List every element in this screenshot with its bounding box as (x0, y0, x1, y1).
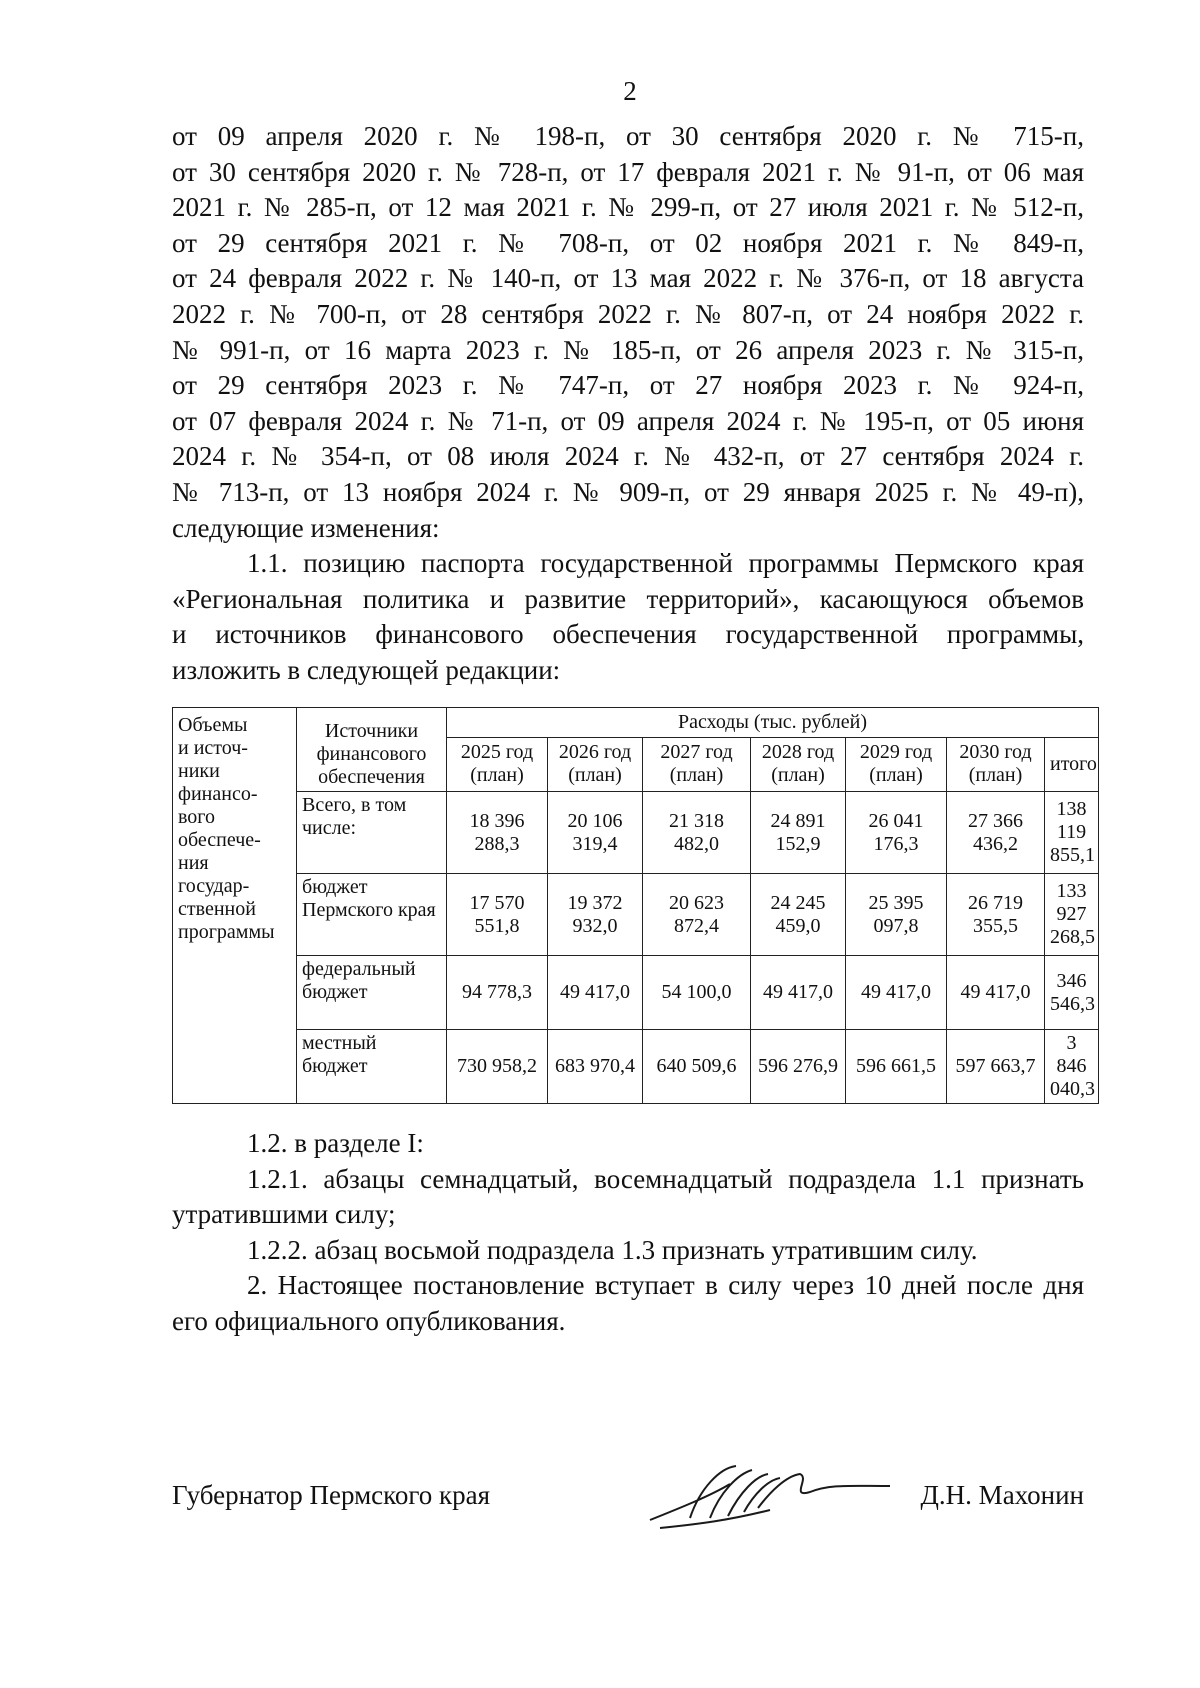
table-cell: 26 719 355,5 (947, 874, 1045, 956)
item-2-line: 2. Настоящее постановление вступает в силу через 10 дней после дня (247, 1270, 1084, 1301)
total-cell: 346 546,3 (1045, 956, 1099, 1030)
amendments-line: 2024 г. № 354-п, от 08 июля 2024 г. № 432-п, от 27 сентября 2024 г. (172, 441, 1084, 472)
amendments-line: 2022 г. № 700-п, от 28 сентября 2022 г. № 807-п, от 24 ноября 2022 г. (172, 298, 1084, 329)
item-1-1-line: «Региональная политика и развитие территорий», касающуюся объемов (172, 583, 1084, 614)
row-label: местный бюджет (297, 1030, 447, 1104)
amendments-line: от 09 апреля 2020 г. № 198-п, от 30 сентября 2020 г. № 715-п, (172, 121, 1084, 151)
page-number: 2 (623, 76, 637, 106)
table-cell: 17 570 551,8 (447, 874, 548, 956)
table-row (173, 956, 1099, 1030)
year-header: 2026 год (план) (548, 737, 643, 791)
signature-block (172, 1468, 1084, 1538)
table-cell: 18 396 288,3 (447, 792, 548, 874)
amendments-line: от 29 сентября 2021 г. № 708-п, от 02 ноября 2021 г. № 849-п, (172, 227, 1084, 258)
total-cell: 3 846 040,3 (1045, 1030, 1099, 1104)
table-cell: 597 663,7 (947, 1030, 1045, 1104)
table-cell: 21 318 482,0 (643, 792, 751, 874)
table-cell: 49 417,0 (751, 956, 846, 1030)
table-cell: 596 661,5 (846, 1030, 947, 1104)
table-cell: 20 106 319,4 (548, 792, 643, 874)
table-row (173, 874, 1099, 956)
amendments-paragraph (172, 119, 1084, 689)
handwritten-signature (640, 1448, 900, 1538)
amendments-line: следующие изменения: (172, 512, 440, 543)
year-header: 2025 год (план) (447, 737, 548, 791)
table-cell: 640 509,6 (643, 1030, 751, 1104)
expenses-header: Расходы (тыс. рублей) (447, 708, 1099, 738)
table-cell: 596 276,9 (751, 1030, 846, 1104)
item-1-2: 1.2. в разделе I: (247, 1128, 424, 1158)
table-cell: 54 100,0 (643, 956, 751, 1030)
amendments-line: от 30 сентября 2020 г. № 728-п, от 17 февраля 2021 г. № 91-п, от 06 мая (172, 156, 1084, 187)
item-1-2-1-line: 1.2.1. абзацы семнадцатый, восемнадцатый подраздела 1.1 признать (247, 1163, 1084, 1194)
table-cell: 19 372 932,0 (548, 874, 643, 956)
amendments-line: от 07 февраля 2024 г. № 71-п, от 09 апреля 2024 г. № 195-п, от 05 июня (172, 405, 1084, 436)
item-1-1-line: изложить в следующей редакции: (172, 654, 561, 685)
amendments-line: от 29 сентября 2023 г. № 747-п, от 27 ноября 2023 г. № 924-п, (172, 370, 1084, 401)
total-cell: 138 119 855,1 (1045, 792, 1099, 874)
item-1-1-line: и источников финансового обеспечения государственной программы, (172, 619, 1084, 650)
row-label: федеральный бюджет (297, 956, 447, 1030)
amendments-line: № 991-п, от 16 марта 2023 г. № 185-п, от 26 апреля 2023 г. № 315-п, (172, 334, 1084, 365)
governor-name: Д.Н. Махонин (920, 1480, 1084, 1510)
amendments-line: от 24 февраля 2022 г. № 140-п, от 13 мая 2022 г. № 376-п, от 18 августа (172, 263, 1084, 294)
table-cell: 20 623 872,4 (643, 874, 751, 956)
table-row (173, 1030, 1099, 1104)
table-cell: 24 891 152,9 (751, 792, 846, 874)
total-header: итого (1045, 737, 1099, 791)
table-cell: 49 417,0 (846, 956, 947, 1030)
table-cell: 25 395 097,8 (846, 874, 947, 956)
table-cell: 94 778,3 (447, 956, 548, 1030)
amendments-line: № 713-п, от 13 ноября 2024 г. № 909-п, от 29 января 2025 г. № 49-п), (172, 476, 1084, 507)
year-header: 2029 год (план) (846, 737, 947, 791)
year-header: 2028 год (план) (751, 737, 846, 791)
row-label: бюджет Пермского края (297, 874, 447, 956)
year-header: 2030 год (план) (947, 737, 1045, 791)
sources-header: Источники финансового обеспечения (297, 708, 447, 792)
item-1-2-1-line: утратившими силу; (172, 1199, 396, 1230)
table-cell: 49 417,0 (548, 956, 643, 1030)
table-cell: 730 958,2 (447, 1030, 548, 1104)
financing-table (172, 707, 1099, 1104)
financing-volumes-label: Объемы и источ- ники финансо- вого обеспече- ния государ- ственной программы (173, 708, 297, 1104)
table-cell: 683 970,4 (548, 1030, 643, 1104)
item-1-1-line: 1.1. позицию паспорта государственной программы Пермского края (247, 548, 1084, 579)
table-cell: 27 366 436,2 (947, 792, 1045, 874)
table-cell: 24 245 459,0 (751, 874, 846, 956)
year-header: 2027 год (план) (643, 737, 751, 791)
row-label: Всего, в том числе: (297, 792, 447, 874)
table-row (173, 792, 1099, 874)
item-1-2-2: 1.2.2. абзац восьмой подраздела 1.3 признать утратившим силу. (247, 1234, 978, 1265)
table-cell: 49 417,0 (947, 956, 1045, 1030)
closing-paragraphs (172, 1126, 1084, 1340)
total-cell: 133 927 268,5 (1045, 874, 1099, 956)
governor-title: Губернатор Пермского края (172, 1480, 491, 1510)
table-cell: 26 041 176,3 (846, 792, 947, 874)
item-2-line: его официального опубликования. (172, 1305, 566, 1336)
amendments-line: 2021 г. № 285-п, от 12 мая 2021 г. № 299-п, от 27 июля 2021 г. № 512-п, (172, 192, 1084, 223)
